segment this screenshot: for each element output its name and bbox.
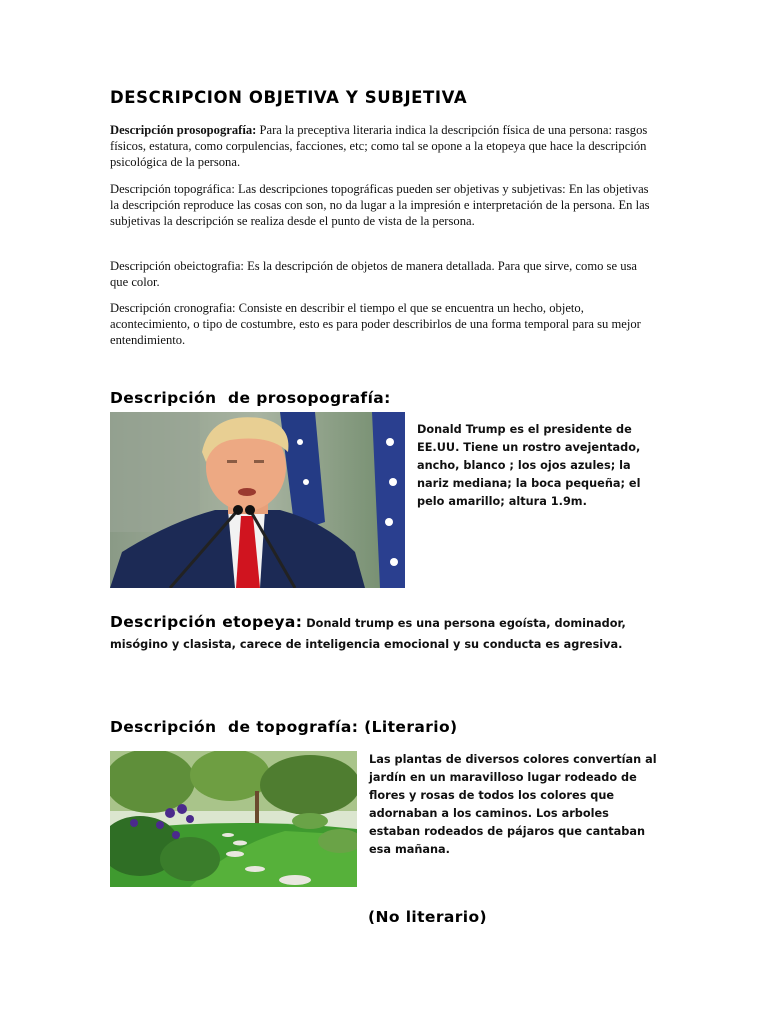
heading-no-literario: (No literario) (368, 908, 488, 926)
trump-photo (110, 412, 405, 588)
paragraph-topografica: Descripción topográfica: Las descripciones topográficas pueden ser objetivas y subjetivas: En las objetivas la descripción reproduce las cosas con son, no da lugar a la impresión e interpretación de la persona. En las subjetivas la descripción se realiza desde el punto de vista de la persona. (110, 182, 650, 229)
paragraph-cronografia: Descripción cronografia: Consiste en describir el tiempo el que se encuentra un hecho, objeto, acontecimiento, o tipo de costumbre, esto es para poder describirlos de una forma temporal para su mejor entendimiento. (110, 301, 641, 348)
etopeya-text: Donald trump es una persona egoísta, dominador, misógino y clasista, carece de inteligencia emocional y su conducta es agresiva. (110, 617, 626, 651)
document-title: DESCRIPCION OBJETIVA Y SUBJETIVA (110, 88, 468, 107)
paragraph-etopeya (110, 612, 650, 655)
heading-etopeya: Descripción etopeya: (110, 613, 303, 631)
paragraph-obeictografia: Descripción obeictografia: Es la descripción de objetos de manera detallada. Para que sirve, como se usa que color. (110, 259, 637, 290)
heading-topografia: Descripción de topografía: (Literario) (110, 718, 458, 736)
garden-photo (110, 751, 357, 887)
prosopografia-text: Para la preceptiva literaria indica la descripción física de una persona: rasgos físicos, estatura, como corpulencias, facciones, etc; como tal se opone a la etopeya que hace la descripción psicológica de la persona. (110, 123, 648, 170)
prosopografia-label: Descripción prosopografía: (110, 123, 257, 137)
trump-caption: Donald Trump es el presidente de EE.UU. Tiene un rostro avejentado, ancho, blanco ; los ojos azules; la nariz mediana; la boca pequeña; el pelo amarillo; altura 1.9m. (417, 423, 641, 508)
heading-prosopografia: Descripción de prosopografía: (110, 389, 391, 407)
paragraph-prosopografia (110, 122, 658, 171)
garden-caption: Las plantas de diversos colores convertían al jardín en un maravilloso lugar rodeado de flores y rosas de todos los colores que adornaban a los caminos. Los arboles estaban rodeados de pájaros que cantaban esa mañana. (369, 753, 657, 856)
